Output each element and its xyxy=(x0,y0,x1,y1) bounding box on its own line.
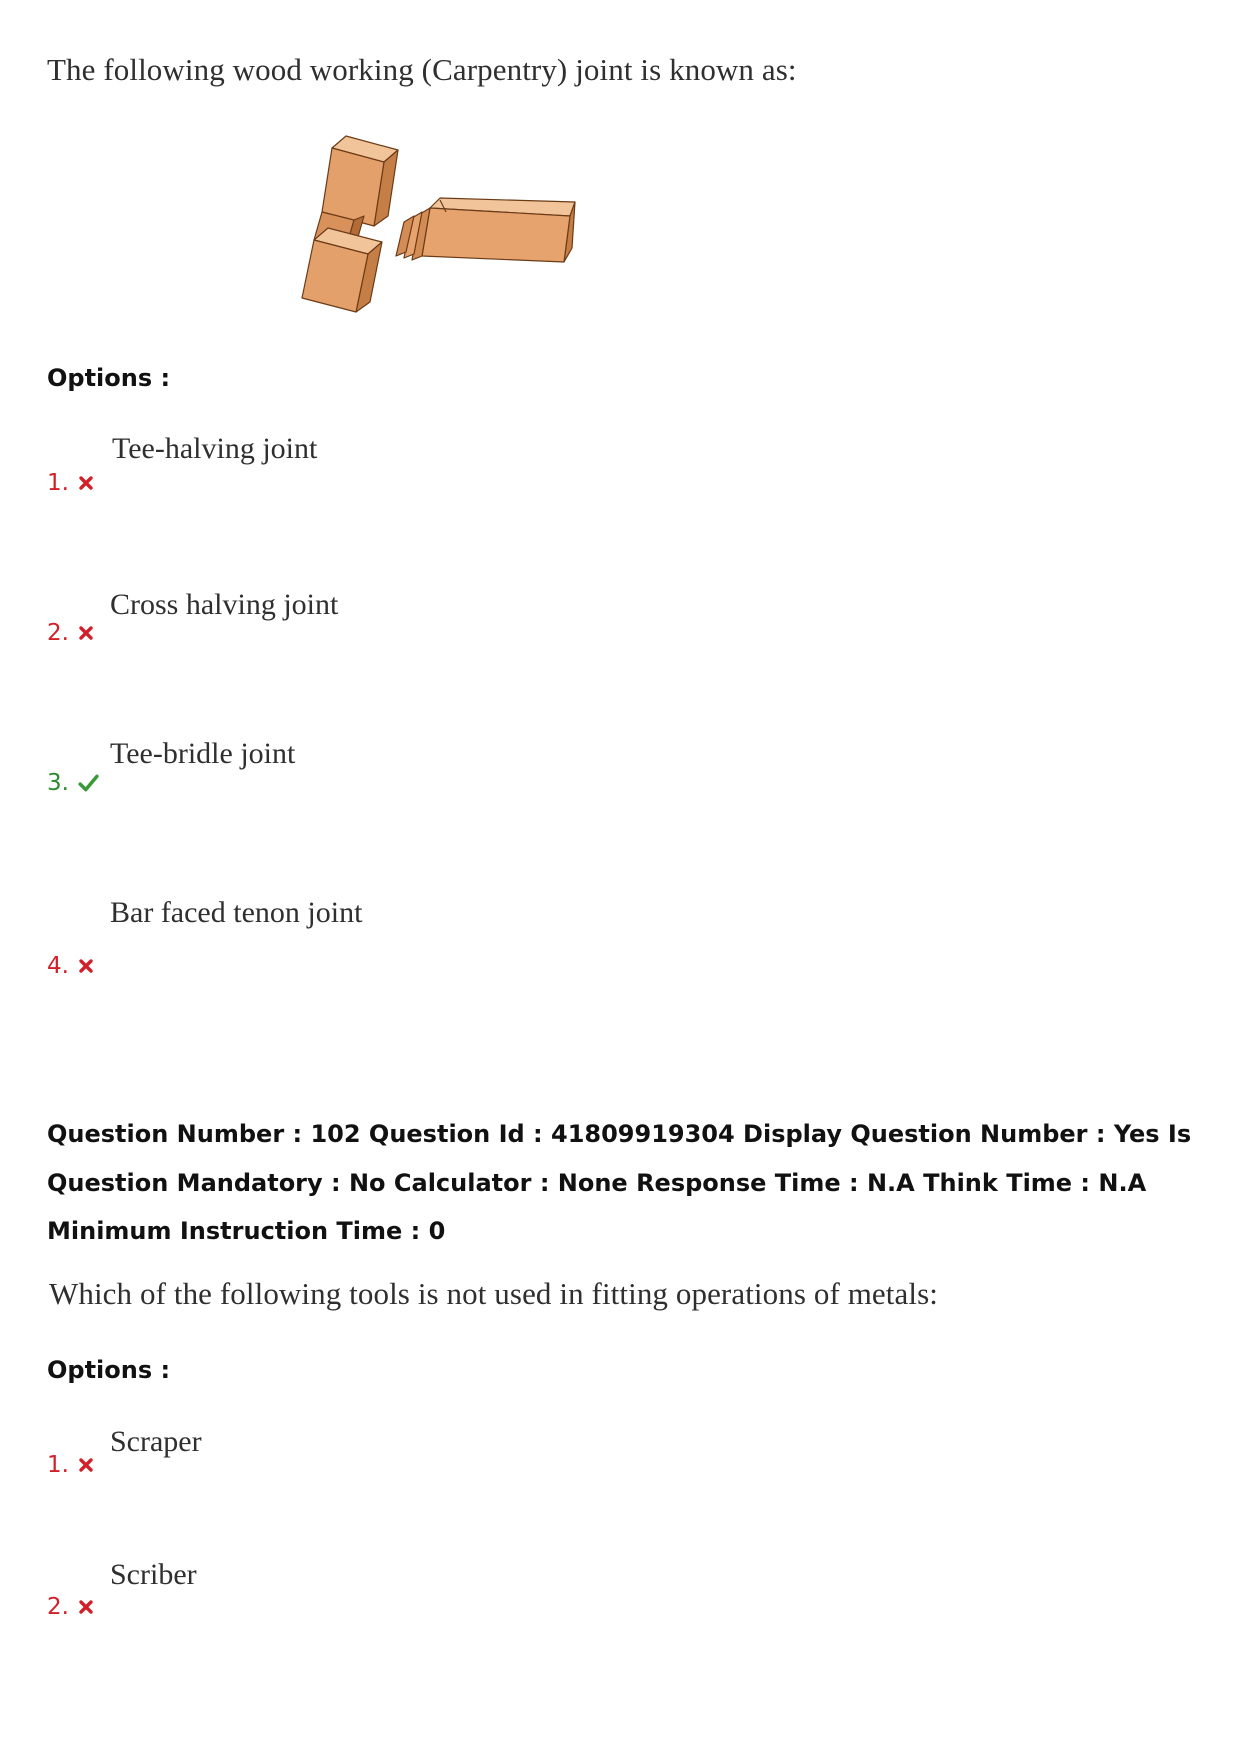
option-number xyxy=(47,953,95,979)
option-number xyxy=(47,1594,95,1620)
option-text: Scraper xyxy=(110,1425,202,1458)
option-number xyxy=(47,770,99,796)
check-icon xyxy=(77,773,99,793)
options-label: Options : xyxy=(47,364,171,392)
tee-bridle-joint-illustration xyxy=(280,130,600,320)
option-number xyxy=(47,620,95,646)
option-number-label: 4. xyxy=(47,953,69,979)
cross-icon xyxy=(77,957,95,975)
option-text: Cross halving joint xyxy=(110,588,339,621)
option-number-label: 1. xyxy=(47,470,69,496)
cross-icon xyxy=(77,1598,95,1616)
question-metadata: Question Number : 102 Question Id : 41809919304 Display Question Number : Yes Is Question Mandatory : No Calculator : None Response Time : N.A Think Time : N.A Minimum Instruction Time : 0 xyxy=(47,1120,1192,1245)
option-number-label: 2. xyxy=(47,1594,69,1620)
option-number xyxy=(47,470,95,496)
cross-icon xyxy=(77,474,95,492)
cross-icon xyxy=(77,624,95,642)
options-label: Options : xyxy=(47,1356,171,1384)
question-stem: The following wood working (Carpentry) joint is known as: xyxy=(47,52,797,87)
question-stem: Which of the following tools is not used in fitting operations of metals: xyxy=(49,1276,938,1311)
cross-icon xyxy=(77,1456,95,1474)
option-number-label: 2. xyxy=(47,620,69,646)
option-text: Bar faced tenon joint xyxy=(110,896,363,929)
option-text: Tee-halving joint xyxy=(112,432,318,465)
option-text: Tee-bridle joint xyxy=(110,737,296,770)
option-number xyxy=(47,1452,95,1478)
option-number-label: 1. xyxy=(47,1452,69,1478)
option-text: Scriber xyxy=(110,1558,197,1591)
option-number-label: 3. xyxy=(47,770,69,796)
